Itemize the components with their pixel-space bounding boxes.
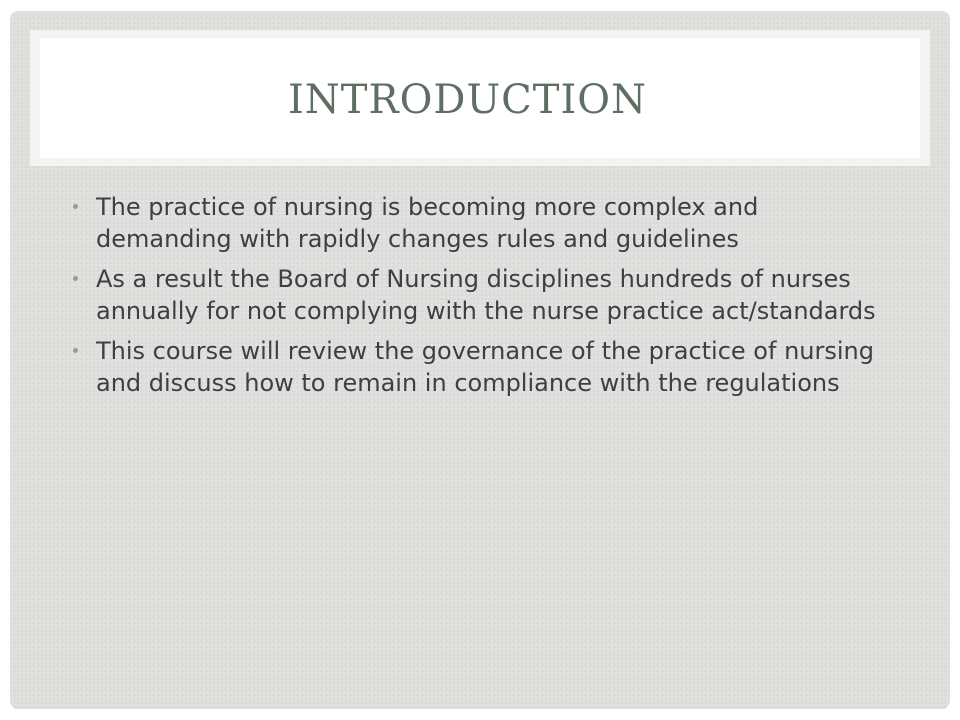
slide-title: INTRODUCTION [288,77,648,123]
bullet-item [70,335,900,399]
bullet-item [70,191,900,255]
title-box [40,38,920,158]
slide [10,11,950,709]
bullet-dot-icon [73,204,78,209]
title-band [30,30,930,166]
slide-content [70,191,900,407]
bullet-dot-icon [73,276,78,281]
bullet-dot-icon [73,348,78,353]
bullet-text: This course will review the governance of the practice of nursing and discuss how to remain in compliance with the regulations [96,337,874,397]
bullet-text: The practice of nursing is becoming more complex and demanding with rapidly changes rules and guidelines [96,193,759,253]
bullet-text: As a result the Board of Nursing disciplines hundreds of nurses annually for not complying with the nurse practice act/standards [96,265,876,325]
bullet-item [70,263,900,327]
bullet-list [70,191,900,399]
